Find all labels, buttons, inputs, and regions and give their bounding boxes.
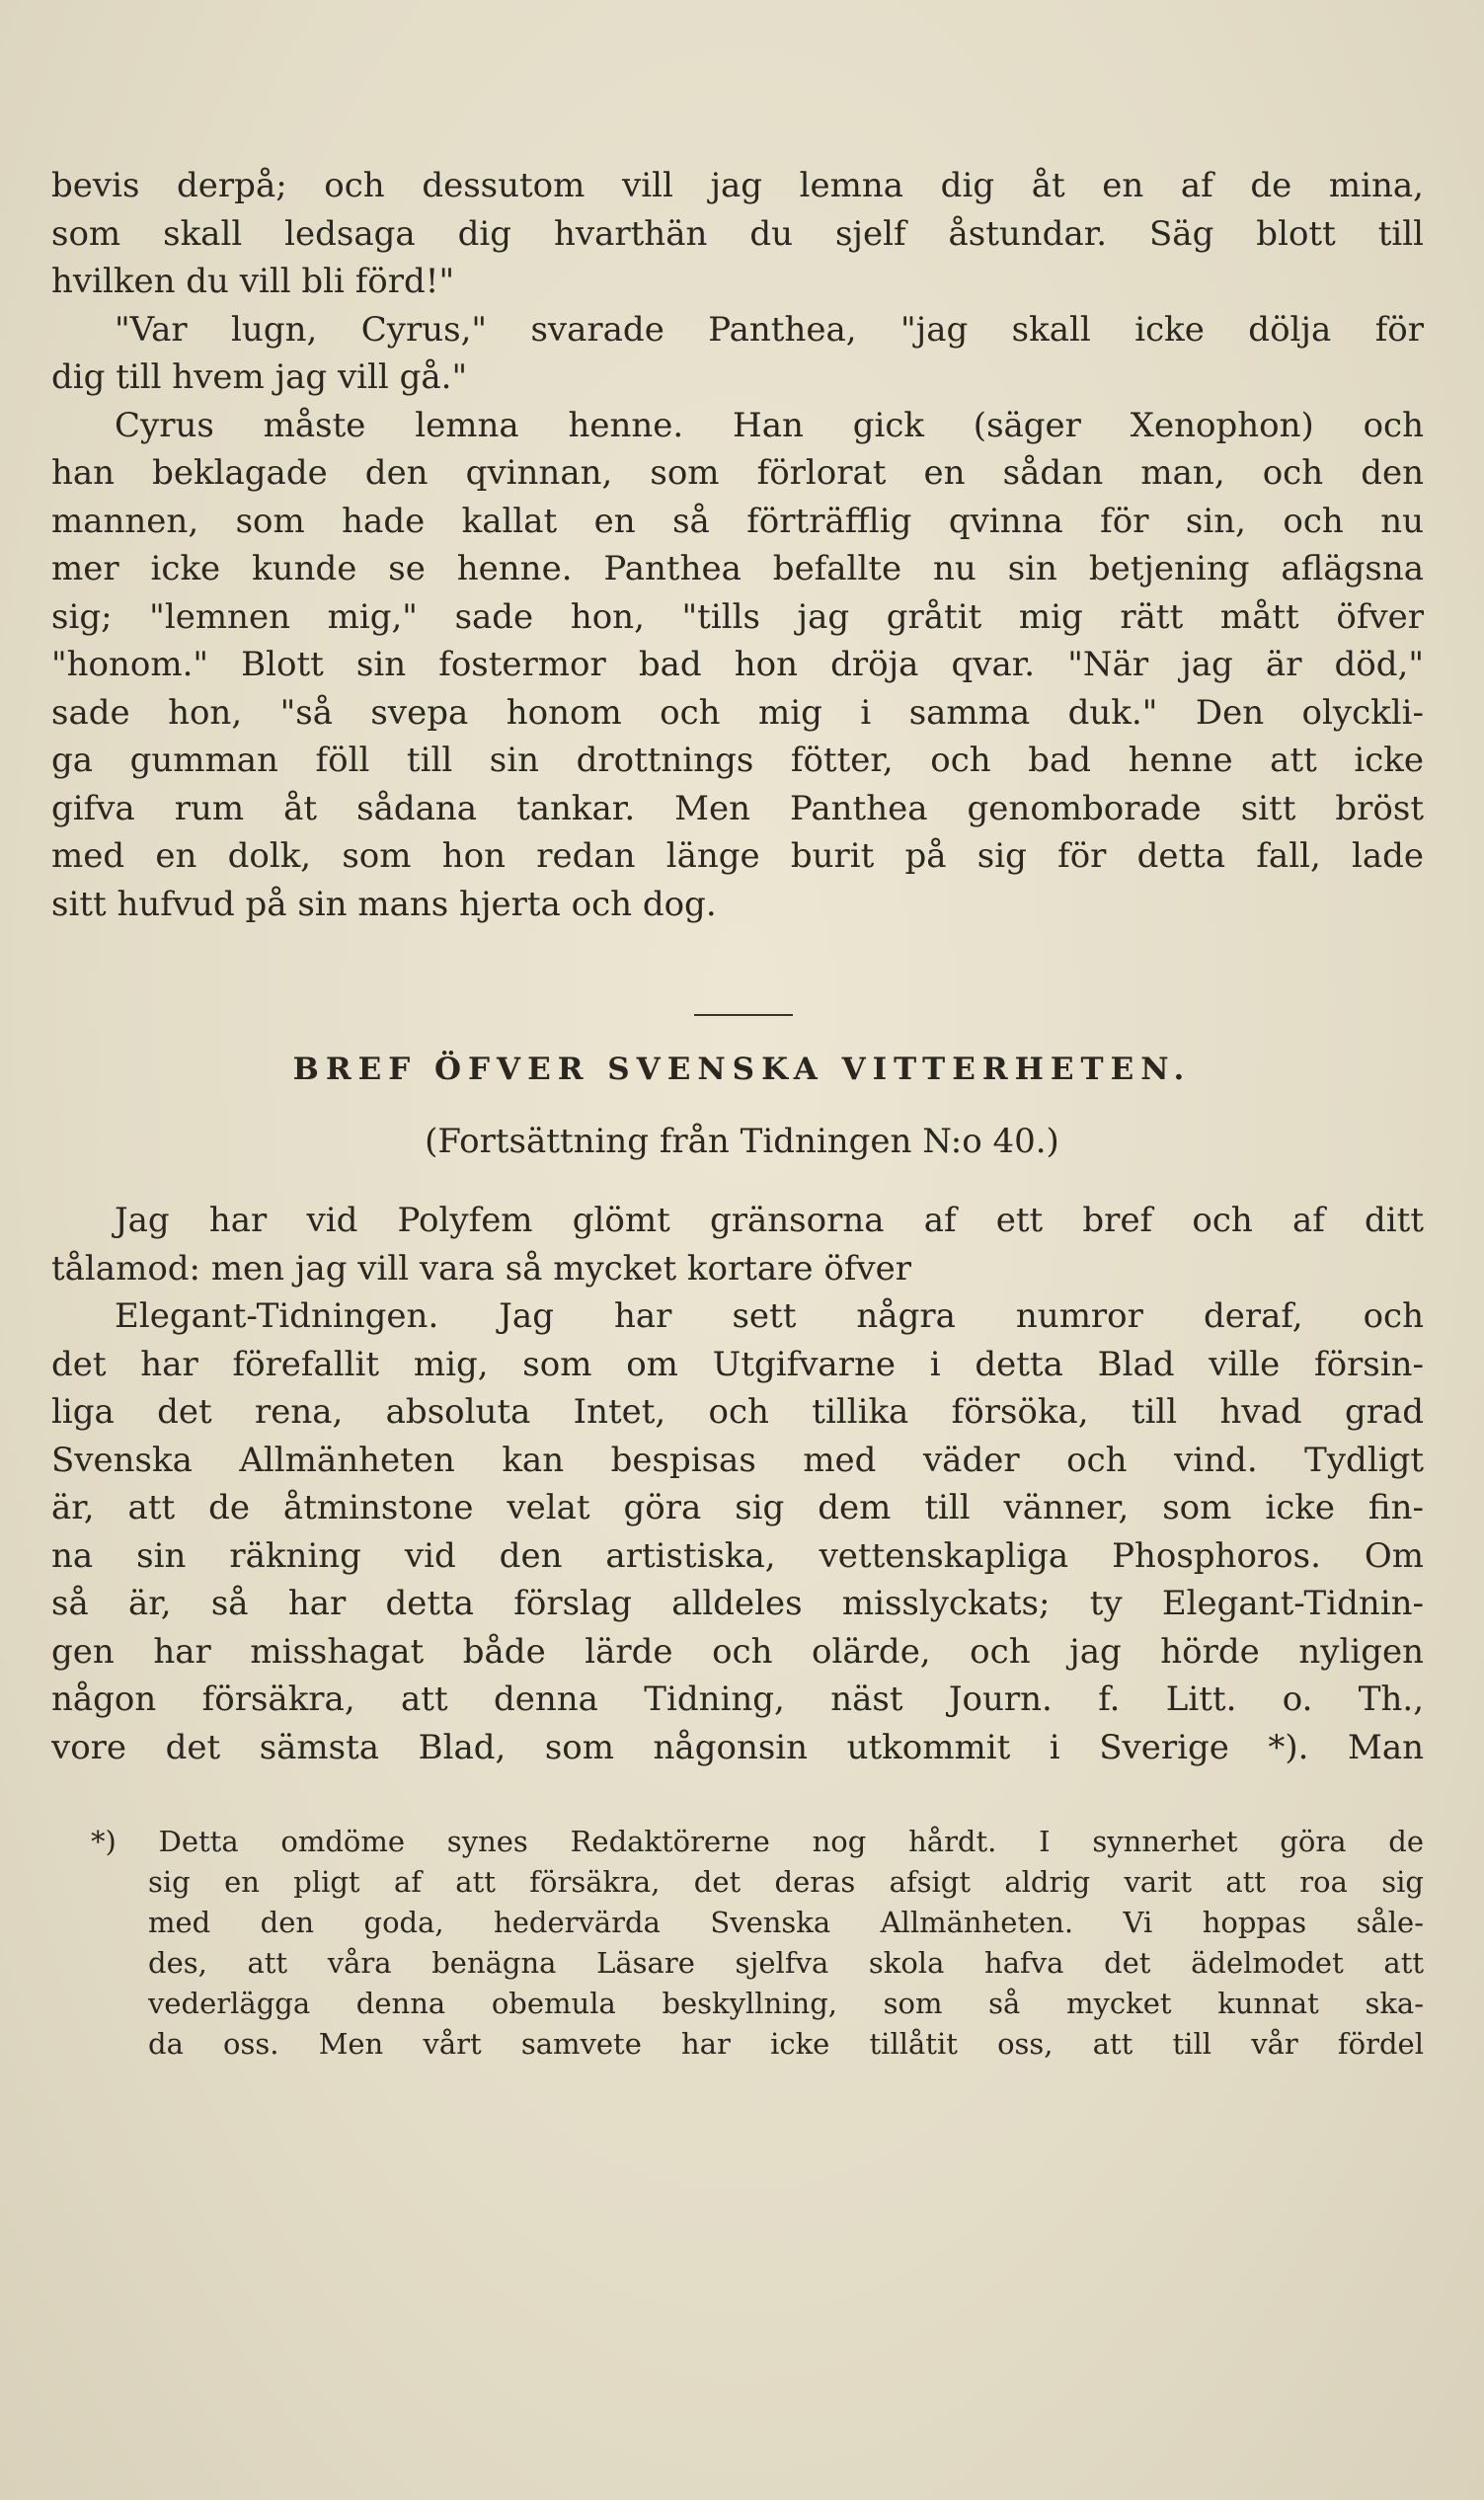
footnote-line: des, att våra benägna Läsare sjelfva skola hafva det ädelmodet att (148, 1946, 1424, 1980)
text-line: Svenska Allmänheten kan bespisas med väder och vind. Tydligt (51, 1440, 1424, 1480)
text-line: bevis derpå; och dessutom vill jag lemna dig åt en af de mina, (51, 166, 1424, 205)
footnote-line: sig en pligt af att försäkra, det deras afsigt aldrig varit att roa sig (148, 1865, 1424, 1899)
text-line: är, att de åtminstone velat göra sig dem till vänner, som icke fin- (51, 1488, 1424, 1527)
section-subheading: (Fortsättning från Tidningen N:o 40.) (425, 1122, 1059, 1161)
footnote-line: da oss. Men vårt samvete har icke tillåtit oss, att till vår fördel (148, 2027, 1424, 2061)
text-line: na sin räkning vid den artistiska, vettenskapliga Phosphoros. Om (51, 1535, 1424, 1576)
text-line: "Var lugn, Cyrus," svarade Panthea, "jag skall icke dölja för (115, 309, 1424, 350)
text-line: gifva rum åt sådana tankar. Men Panthea genomborade sitt bröst (51, 788, 1424, 828)
text-line: sig; "lemnen mig," sade hon, "tills jag gråtit mig rätt mått öfver (51, 596, 1424, 637)
text-line: vore det sämsta Blad, som någonsin utkommit i Sverige *). Man (51, 1727, 1424, 1767)
text-line: Jag har vid Polyfem glömt gränsorna af ett bref och af ditt (115, 1201, 1424, 1240)
text-line: Elegant-Tidningen. Jag har sett några numror deraf, och (115, 1296, 1424, 1336)
text-line: sitt hufvud på sin mans hjerta och dog. (51, 884, 717, 924)
text-line: dig till hvem jag vill gå." (51, 357, 468, 397)
text-line: tålamod: men jag vill vara så mycket kortare öfver (51, 1248, 912, 1289)
text-line: ga gumman föll till sin drottnings fötter, och bad henne att icke (51, 741, 1424, 780)
text-line: hvilken du vill bli förd!" (51, 262, 455, 301)
text-line: liga det rena, absoluta Intet, och tillika försöka, till hvad grad (51, 1392, 1424, 1432)
text-line: sade hon, "så svepa honom och mig i samma duk." Den olyckli- (51, 692, 1424, 733)
footnote-line: vederlägga denna obemula beskyllning, som så mycket kunnat ska- (148, 1987, 1424, 2020)
text-line: så är, så har detta förslag alldeles misslyckats; ty Elegant-Tidnin- (51, 1584, 1424, 1623)
text-line: Cyrus måste lemna henne. Han gick (säger Xenophon) och (115, 405, 1424, 445)
text-line: det har förefallit mig, som om Utgifvarne i detta Blad ville försin- (51, 1344, 1424, 1384)
footnote-line: med den goda, hedervärda Svenska Allmänheten. Vi hoppas såle- (148, 1906, 1424, 1939)
text-line: "honom." Blott sin fostermor bad hon dröja qvar. "När jag är död," (51, 645, 1424, 684)
text-line: mer icke kunde se henne. Panthea befallte nu sin betjening aflägsna (51, 549, 1424, 588)
footnote-line: *) Detta omdöme synes Redaktörerne nog hårdt. I synnerhet göra de (91, 1825, 1424, 1858)
section-divider (694, 1014, 793, 1016)
text-line: han beklagade den qvinnan, som förlorat en sådan man, och den (51, 453, 1424, 493)
body-text-block (51, 1197, 1424, 1771)
text-line: gen har misshagat både lärde och olärde, och jag hörde nyligen (51, 1631, 1424, 1672)
footnote-block (91, 1822, 1424, 2065)
text-line: mannen, som hade kallat en så förträfflig qvinna för sin, och nu (51, 501, 1424, 541)
section-heading: BREF ÖFVER SVENSKA VITTERHETEN. (292, 1052, 1192, 1087)
top-text-block (51, 162, 1424, 928)
text-line: som skall ledsaga dig hvarthän du sjelf åstundar. Säg blott till (51, 213, 1424, 254)
text-line: med en dolk, som hon redan länge burit på sig för detta fall, lade (51, 836, 1424, 876)
text-line: någon försäkra, att denna Tidning, näst Journ. f. Litt. o. Th., (51, 1680, 1424, 1719)
